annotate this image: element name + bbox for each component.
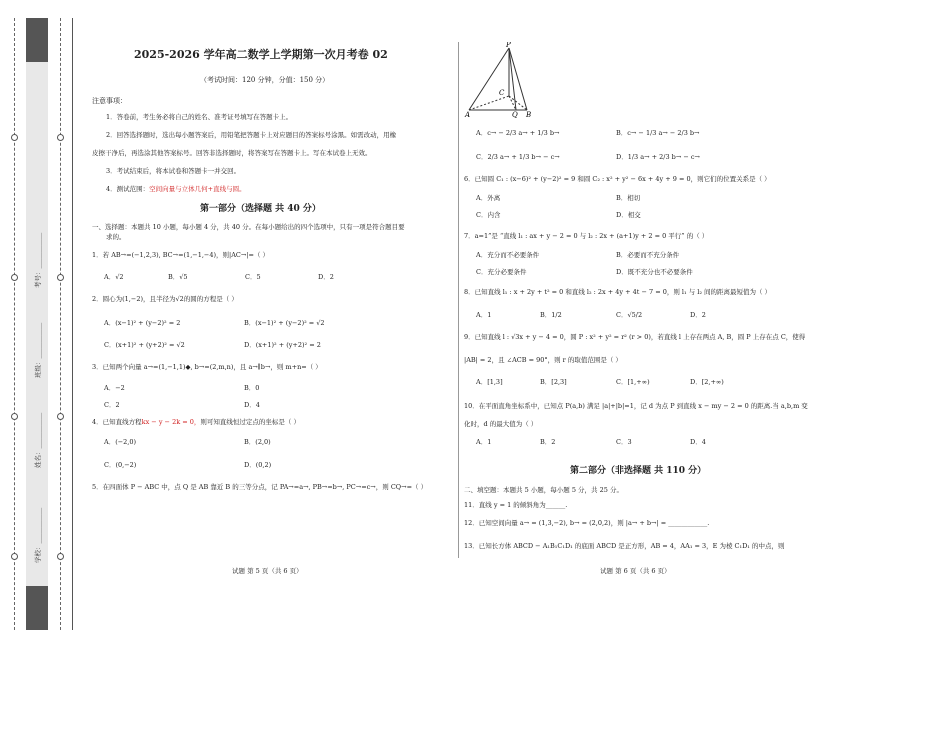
label-b: B	[526, 111, 532, 118]
q2-stem: 2．圆心为(1,−2)，且半径为√2的圆的方程是（ ）	[92, 295, 238, 303]
q3-opt-b: B．0	[244, 384, 260, 392]
q8-opt-b: B．1/2	[540, 311, 562, 319]
page-title: 2025-2026 学年高二数学上学期第一次月考卷 02	[134, 48, 388, 61]
q5-opt-d: D．1/3 a→ + 2/3 b→ − c→	[616, 153, 700, 161]
test-scope: 空间向量与立体几何+直线与圆。	[149, 185, 246, 193]
q6-opt-a: A．外离	[476, 194, 501, 202]
q8-stem: 8．已知直线 l₁ : x + 2y + t² = 0 和直线 l₂ : 2x + 4y + 4t − 7 = 0，则 l₁ 与 l₂ 间的距离最短值为（ ）	[464, 288, 772, 296]
part2-heading: 第二部分（非选择题 共 110 分）	[570, 466, 707, 476]
strip-top-bar	[26, 18, 48, 62]
label-p: P	[506, 42, 511, 49]
q10-opt-c: C．3	[616, 438, 632, 446]
label-a: A	[465, 111, 471, 118]
q10-stem: 10．在平面直角坐标系中，已知点 P(a,b) 满足 |a|+|b|=1，记 d 为点 P 到直线 x − my − 2 = 0 的距离.当 a,b,m 变	[464, 402, 808, 410]
q12-stem: 12．已知空间向量 a→ = (1,3,−2), b→ = (2,0,2)，则 |a→ + b→| = ____________.	[464, 519, 710, 527]
q9-stem: 9．已知直线 l : √3x + y − 4 = 0，圆 P : x² + y² = r² (r > 0)，若直线 l 上存在两点 A, B，圆 P 上存在点 C，使得	[464, 333, 806, 341]
part1-desc: 一、选择题：本题共 10 小题，每小题 4 分，共 40 分。在每小题给出的四个选项中，只有一项是符合题目要	[92, 223, 405, 231]
q10-stem-cont: 化时，d 的最大值为（ ）	[464, 420, 538, 428]
note-4	[106, 184, 246, 194]
q4-opt-a: A．(−2,0)	[104, 438, 137, 446]
q10-opt-d: D．4	[690, 438, 706, 446]
part1-desc-cont: 求的。	[106, 233, 126, 241]
q8-opt-a: A．1	[476, 311, 492, 319]
q5-opt-b: B．c→ − 1/3 a→ − 2/3 b→	[616, 129, 700, 137]
page-footer-right: 试题 第 6 页（共 6 页）	[600, 567, 671, 575]
note-2: 2．回答选择题时，选出每小题答案后，用铅笔把答题卡上对应题目的答案标号涂黑。如需改动，用橡	[106, 131, 397, 139]
q13-stem: 13．已知长方体 ABCD − A₁B₁C₁D₁ 的底面 ABCD 是正方形，AB = 4，AA₁ = 3，E 为棱 C₁D₁ 的中点，则	[464, 542, 785, 550]
q4-prefix: 4．已知直线方程	[92, 418, 142, 426]
exam-time: （考试时间：120 分钟，分值：150 分）	[200, 76, 330, 84]
q6-stem: 6．已知圆 C₁ : (x−6)² + (y−2)² = 9 和圆 C₂ : x² + y² − 6x + 4y + 9 = 0，则它们的位置关系是（ ）	[464, 175, 771, 183]
q2-opt-d: D．(x+1)² + (y+2)² = 2	[244, 341, 321, 349]
note-4-prefix: 4．测试范围：	[106, 185, 150, 193]
q10-opt-b: B．2	[540, 438, 556, 446]
strip-name: 姓名：___________	[34, 412, 42, 468]
notes-label: 注意事项：	[92, 97, 127, 105]
q7-opt-c: C．充分必要条件	[476, 268, 527, 276]
q4-stem	[92, 417, 300, 427]
strip-bottom-bar	[26, 586, 48, 630]
strip-number: 考号：___________	[34, 232, 42, 288]
fill-in-desc: 二、填空题：本题共 5 小题，每小题 5 分，共 25 分。	[464, 486, 623, 494]
q4-opt-c: C．(0,−2)	[104, 461, 137, 469]
q3-stem: 3．已知两个向量 a→=(1,−1,1)◆, b→=(2,m,n)，且 a→∥b→，则 m+n=（ ）	[92, 363, 322, 371]
q4-opt-d: D．(0,2)	[244, 461, 272, 469]
label-c: C	[499, 89, 505, 97]
note-2-cont: 皮擦干净后，再选涂其他答案标号。回答非选择题时，将答案写在答题卡上。写在本试卷上无效。	[92, 149, 372, 157]
q9-opt-c: C．[1,+∞)	[616, 378, 650, 386]
q1-opt-d: D．2	[318, 273, 334, 281]
q11-stem: 11．直线 y = 1 的倾斜角为______.	[464, 501, 568, 509]
q8-opt-c: C．√5/2	[616, 311, 643, 319]
page-footer-left: 试题 第 5 页（共 6 页）	[232, 567, 303, 575]
q8-opt-d: D．2	[690, 311, 706, 319]
strip-class: 班级：___________	[34, 322, 42, 378]
q4-suffix: 则可知直线恒过定点的坐标是（ ）	[200, 418, 300, 426]
q7-opt-a: A．充分而不必要条件	[476, 251, 540, 259]
q1-opt-a: A．√2	[104, 273, 124, 281]
q7-stem: 7．a=1”是 “直线 l₁ : ax + y − 2 = 0 与 l₂ : 2x + (a+1)y + 2 = 0 平行” 的（ ）	[464, 232, 709, 240]
binding-strip	[0, 18, 75, 630]
q1-opt-c: C．5	[245, 273, 261, 281]
q1-opt-b: B．√5	[168, 273, 188, 281]
q4-equation: kx − y − 2k = 0，	[141, 418, 201, 426]
q9-opt-b: B．[2,3]	[540, 378, 567, 386]
tetrahedron-figure	[463, 42, 535, 118]
q3-opt-c: C．2	[104, 401, 120, 409]
column-divider	[458, 42, 459, 558]
q5-opt-a: A．c→ − 2/3 a→ + 1/3 b→	[476, 129, 560, 137]
q6-opt-d: D．相交	[616, 211, 641, 219]
q2-opt-c: C．(x+1)² + (y+2)² = √2	[104, 341, 185, 349]
q9-stem-cont: |AB| = 2，且 ∠ACB = 90°，则 r 的取值范围是（ ）	[464, 356, 622, 364]
q6-opt-c: C．内含	[476, 211, 501, 219]
note-3: 3．考试结束后，将本试卷和答题卡一并交回。	[106, 167, 241, 175]
q3-opt-d: D．4	[244, 401, 260, 409]
q5-stem: 5．在四面体 P − ABC 中，点 Q 是 AB 靠近 B 的三等分点，记 PA→=a→, PB→=b→, PC→=c→，则 CQ→=（ ）	[92, 483, 428, 491]
q6-opt-b: B．相切	[616, 194, 641, 202]
strip-school: 学校：___________	[34, 507, 42, 563]
q2-opt-b: B．(x−1)² + (y−2)² = √2	[244, 319, 325, 327]
q7-opt-d: D．既不充分也不必要条件	[616, 268, 693, 276]
q2-opt-a: A．(x−1)² + (y−2)² = 2	[104, 319, 181, 327]
q9-opt-a: A．[1,3]	[476, 378, 503, 386]
q7-opt-b: B．必要而不充分条件	[616, 251, 680, 259]
label-q: Q	[512, 111, 518, 118]
q9-opt-d: D．[2,+∞)	[690, 378, 724, 386]
q3-opt-a: A．−2	[104, 384, 125, 392]
q4-opt-b: B．(2,0)	[244, 438, 271, 446]
q5-opt-c: C．2/3 a→ + 1/3 b→ − c→	[476, 153, 560, 161]
part1-heading: 第一部分（选择题 共 40 分）	[200, 204, 321, 214]
q1-stem: 1．若 AB→=(−1,2,3), BC→=(1,−1,−4)，则|AC→|=（ ）	[92, 251, 270, 259]
note-1: 1．答卷前，考生务必将自己的姓名、准考证号填写在答题卡上。	[106, 113, 293, 121]
q10-opt-a: A．1	[476, 438, 492, 446]
